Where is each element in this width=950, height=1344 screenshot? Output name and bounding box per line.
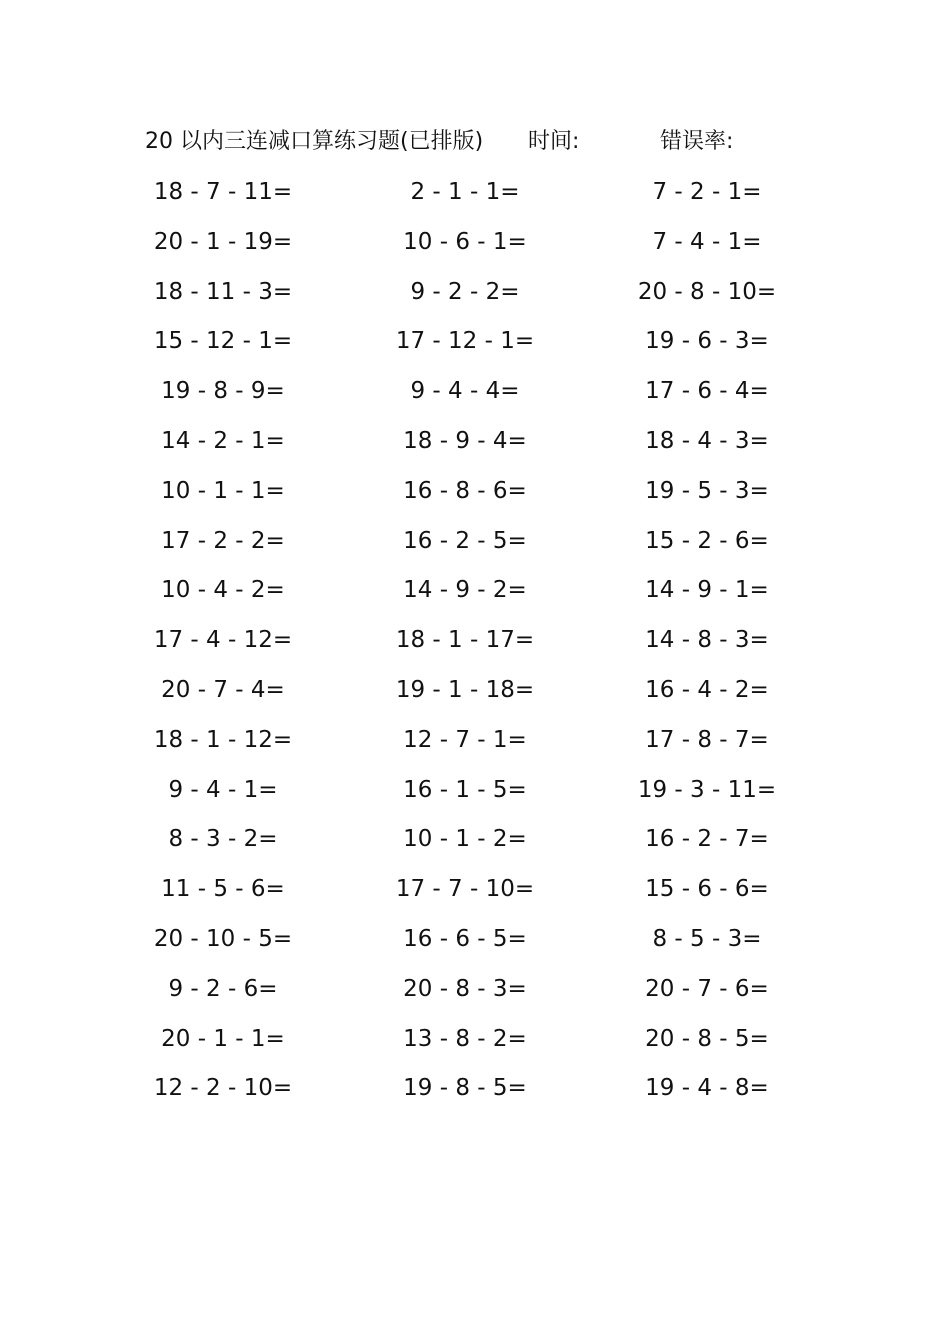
math-problem: 19 - 1 - 18= <box>395 676 535 703</box>
worksheet-title: 20 以内三连减口算练习题(已排版) <box>145 129 484 154</box>
math-problem: 16 - 8 - 6= <box>403 477 527 504</box>
math-problem: 14 - 9 - 2= <box>403 577 527 604</box>
math-problem: 20 - 8 - 5= <box>645 1025 769 1052</box>
math-problem: 20 - 1 - 1= <box>161 1025 285 1052</box>
math-problem: 18 - 4 - 3= <box>645 427 769 454</box>
math-problem: 18 - 11 - 3= <box>153 278 293 305</box>
math-problem: 19 - 3 - 11= <box>637 776 777 803</box>
math-problem: 16 - 2 - 7= <box>645 826 769 853</box>
problem-grid <box>0 172 950 1118</box>
problem-row <box>0 321 950 371</box>
math-problem: 20 - 8 - 3= <box>403 975 527 1002</box>
problem-row <box>0 521 950 571</box>
math-problem: 20 - 7 - 6= <box>645 975 769 1002</box>
problem-row <box>0 172 950 222</box>
problem-row <box>0 670 950 720</box>
math-problem: 17 - 6 - 4= <box>645 378 769 405</box>
math-problem: 14 - 9 - 1= <box>645 577 769 604</box>
math-problem: 15 - 6 - 6= <box>645 876 769 903</box>
math-problem: 15 - 2 - 6= <box>645 527 769 554</box>
problem-row <box>0 969 950 1019</box>
math-problem: 18 - 7 - 11= <box>153 179 293 205</box>
math-problem: 18 - 9 - 4= <box>403 427 527 454</box>
math-problem: 14 - 2 - 1= <box>161 427 285 454</box>
math-problem: 9 - 2 - 6= <box>168 975 278 1002</box>
math-problem: 16 - 4 - 2= <box>645 676 769 703</box>
time-label: 时间: <box>528 129 580 154</box>
math-problem: 10 - 1 - 1= <box>161 477 285 504</box>
math-problem: 11 - 5 - 6= <box>161 876 285 903</box>
math-problem: 8 - 3 - 2= <box>168 826 278 853</box>
math-problem: 9 - 2 - 2= <box>410 278 520 305</box>
math-problem: 17 - 8 - 7= <box>645 726 769 753</box>
problem-row <box>0 869 950 919</box>
math-problem: 15 - 12 - 1= <box>153 328 293 355</box>
math-problem: 17 - 2 - 2= <box>161 527 285 554</box>
problem-row <box>0 371 950 421</box>
math-problem: 20 - 10 - 5= <box>153 925 293 952</box>
math-problem: 10 - 4 - 2= <box>161 577 285 604</box>
math-problem: 20 - 7 - 4= <box>161 676 285 703</box>
math-problem: 13 - 8 - 2= <box>403 1025 527 1052</box>
problem-row <box>0 720 950 770</box>
math-problem: 10 - 1 - 2= <box>403 826 527 853</box>
math-problem: 20 - 1 - 19= <box>153 228 293 255</box>
problem-row <box>0 272 950 322</box>
math-problem: 2 - 1 - 1= <box>410 179 520 205</box>
problem-row <box>0 1068 950 1118</box>
math-problem: 16 - 6 - 5= <box>403 925 527 952</box>
problem-row <box>0 570 950 620</box>
math-problem: 12 - 7 - 1= <box>403 726 527 753</box>
problem-row <box>0 471 950 521</box>
problem-row <box>0 620 950 670</box>
problem-row <box>0 421 950 471</box>
math-problem: 17 - 12 - 1= <box>395 328 535 355</box>
problem-row <box>0 222 950 272</box>
worksheet-header <box>145 124 825 160</box>
math-problem: 12 - 2 - 10= <box>153 1075 293 1102</box>
math-problem: 14 - 8 - 3= <box>645 627 769 654</box>
math-problem: 10 - 6 - 1= <box>403 228 527 255</box>
math-problem: 7 - 2 - 1= <box>652 179 762 205</box>
math-problem: 8 - 5 - 3= <box>652 925 762 952</box>
error-rate-label: 错误率: <box>660 129 734 154</box>
problem-row <box>0 1019 950 1069</box>
math-problem: 19 - 4 - 8= <box>645 1075 769 1102</box>
math-problem: 19 - 6 - 3= <box>645 328 769 355</box>
math-problem: 20 - 8 - 10= <box>637 278 777 305</box>
math-problem: 17 - 7 - 10= <box>395 876 535 903</box>
math-problem: 9 - 4 - 4= <box>410 378 520 405</box>
math-problem: 19 - 8 - 5= <box>403 1075 527 1102</box>
math-problem: 18 - 1 - 12= <box>153 726 293 753</box>
math-problem: 9 - 4 - 1= <box>168 776 278 803</box>
math-problem: 16 - 2 - 5= <box>403 527 527 554</box>
math-problem: 18 - 1 - 17= <box>395 627 535 654</box>
math-problem: 7 - 4 - 1= <box>652 228 762 255</box>
problem-row <box>0 819 950 869</box>
problem-row <box>0 770 950 820</box>
math-problem: 19 - 5 - 3= <box>645 477 769 504</box>
math-problem: 19 - 8 - 9= <box>161 378 285 405</box>
math-problem: 16 - 1 - 5= <box>403 776 527 803</box>
problem-row <box>0 919 950 969</box>
math-problem: 17 - 4 - 12= <box>153 627 293 654</box>
